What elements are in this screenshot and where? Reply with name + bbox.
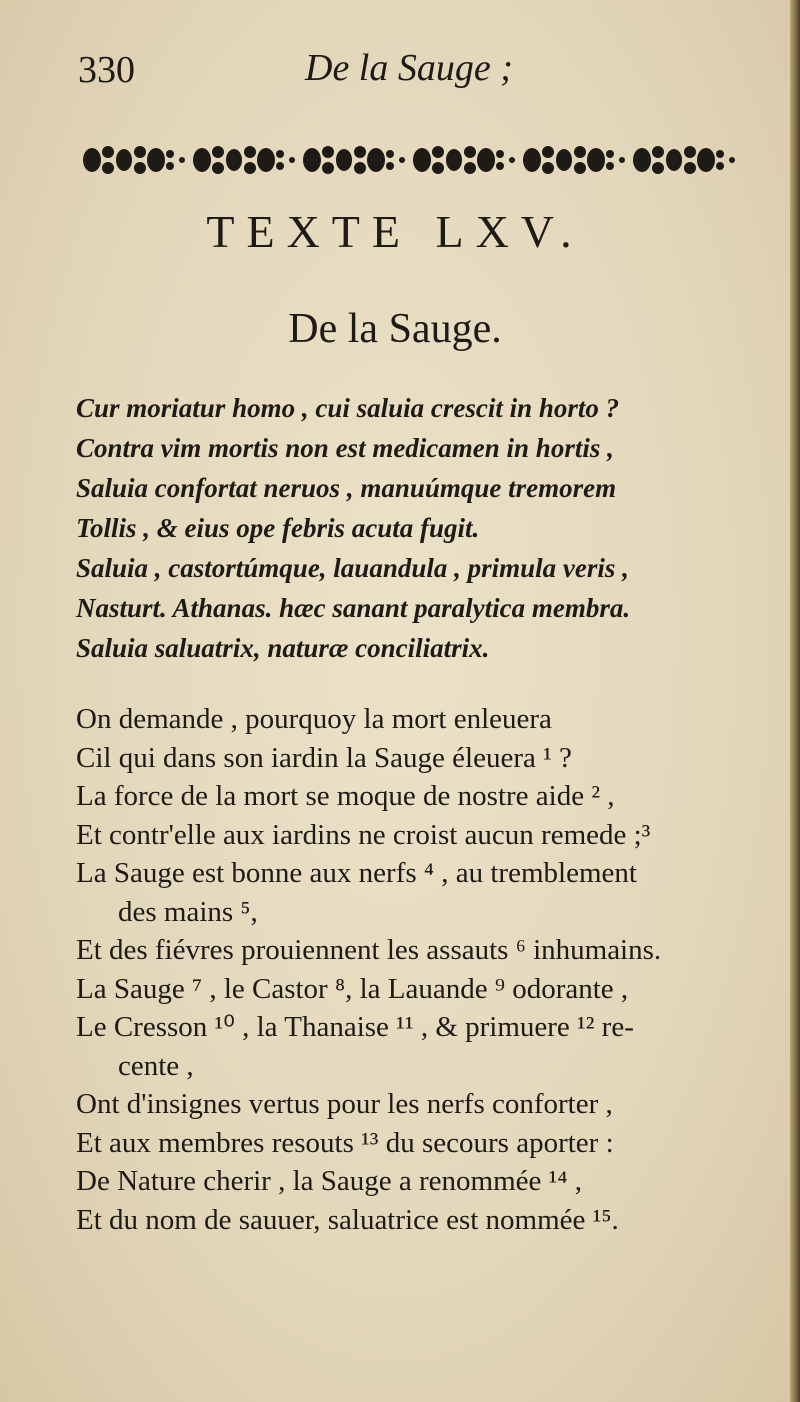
page-header bbox=[0, 46, 790, 96]
french-line: cente , bbox=[118, 1049, 194, 1082]
latin-line: Nasturt. Athanas. hæc sanant paralytica membra. bbox=[76, 593, 631, 623]
french-line: Ont d'insignes vertus pour les nerfs conforter , bbox=[76, 1088, 613, 1120]
french-line: De Nature cherir , la Sauge a renommée ¹⁴ , bbox=[76, 1165, 582, 1197]
latin-line: Saluia saluatrix, naturæ conciliatrix. bbox=[76, 633, 490, 663]
french-line: La Sauge ⁷ , le Castor ⁸, la Lauande ⁹ odorante , bbox=[76, 972, 629, 1005]
running-head: De la Sauge ; bbox=[305, 47, 513, 89]
french-line: Cil qui dans son iardin la Sauge éleuera ¹ ? bbox=[76, 741, 572, 774]
latin-line: Contra vim mortis non est medicamen in hortis , bbox=[76, 433, 614, 463]
french-line: des mains ⁵, bbox=[118, 895, 258, 928]
latin-line: Saluia , castortúmque, lauandula , primula veris , bbox=[76, 553, 629, 583]
text-title: TEXTE LXV. bbox=[206, 206, 584, 257]
latin-verse bbox=[76, 388, 726, 668]
latin-line: Tollis , & eius ope febris acuta fugit. bbox=[76, 513, 480, 543]
french-line: Et des fiévres prouiennent les assauts ⁶ inhumains. bbox=[76, 934, 662, 966]
french-line: La Sauge est bonne aux nerfs ⁴ , au tremblement bbox=[76, 857, 637, 889]
text-subtitle: De la Sauge. bbox=[288, 306, 502, 352]
latin-line: Saluia confortat neruos , manuúmque tremorem bbox=[76, 473, 617, 503]
page-number: 330 bbox=[78, 49, 135, 91]
ornamental-band bbox=[78, 138, 748, 182]
french-line: Et contr'elle aux iardins ne croist aucun remede ;³ bbox=[76, 818, 651, 851]
latin-line: Cur moriatur homo , cui saluia crescit in horto ? bbox=[76, 393, 620, 423]
french-line: La force de la mort se moque de nostre aide ² , bbox=[76, 780, 615, 812]
french-line: On demande , pourquoy la mort enleuera bbox=[76, 703, 552, 735]
french-line: Le Cresson ¹⁰ , la Thanaise ¹¹ , & primuere ¹² re- bbox=[76, 1011, 634, 1043]
french-line: Et aux membres resouts ¹³ du secours aporter : bbox=[76, 1126, 614, 1159]
french-verse bbox=[76, 700, 776, 1239]
page-edge bbox=[790, 0, 800, 1402]
french-line: Et du nom de sauuer, saluatrice est nommée ¹⁵. bbox=[76, 1203, 619, 1236]
